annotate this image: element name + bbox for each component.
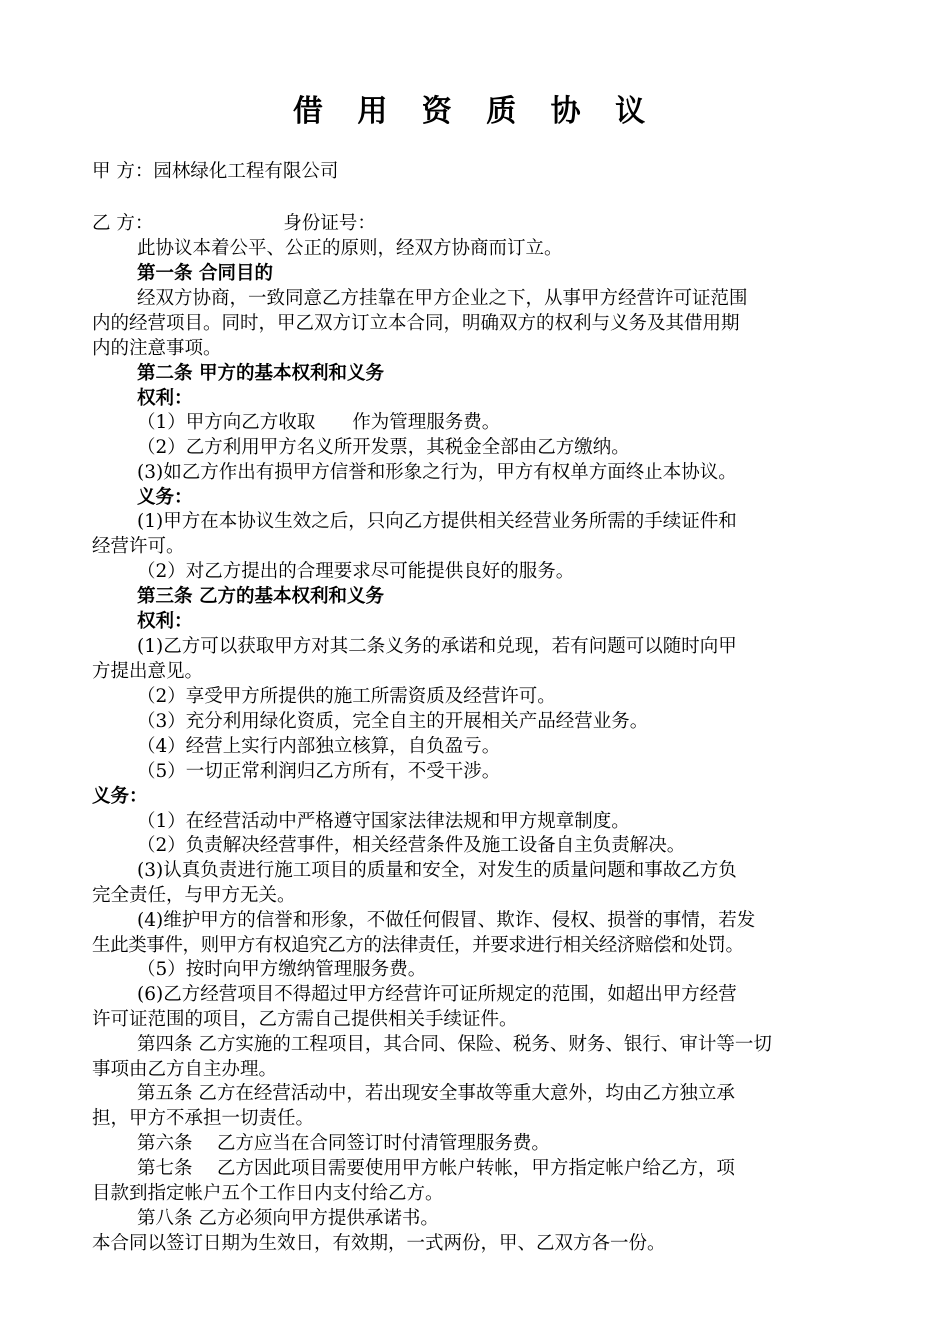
article-3-duties-label: 义务： [92,786,148,807]
article-2-right-item: (3)如乙方作出有损甲方信誉和形象之行为，甲方有权单方面终止本协议。 [137,462,737,483]
article-3-right-item: （4）经营上实行内部独立核算，自负盈亏。 [137,736,501,757]
article-3-duty-item: (4)维护甲方的信誉和形象，不做任何假冒、欺诈、侵权、损誉的事情，若发 [137,910,756,931]
article-3-right-item: （5）一切正常利润归乙方所有，不受干涉。 [137,761,501,782]
article-3-duty-item: (3)认真负责进行施工项目的质量和安全，对发生的质量问题和事故乙方负 [137,860,737,881]
article-3-heading: 第三条 乙方的基本权利和义务 [137,586,384,607]
article-7-line: 第七条 乙方因此项目需要使用甲方帐户转帐，甲方指定帐户给乙方，项 [137,1158,735,1179]
article-3-duty-item: （2）负责解决经营事件，相关经营条件及施工设备自主负责解决。 [137,835,686,856]
article-2-duty-item: (1)甲方在本协议生效之后，只向乙方提供相关经营业务所需的手续证件和 [137,511,737,532]
article-1-line: 内的注意事项。 [92,338,222,359]
article-2-duties-label: 义务： [137,487,193,508]
article-3-duty-item: （1）在经营活动中严格遵守国家法律法规和甲方规章制度。 [137,811,630,832]
article-5-line: 第五条 乙方在经营活动中，若出现安全事故等重大意外，均由乙方独立承 [137,1083,735,1104]
article-5-line: 担，甲方不承担一切责任。 [92,1108,315,1129]
party-b-line [92,212,862,237]
article-3-right-item: （2）享受甲方所提供的施工所需资质及经营许可。 [137,686,556,707]
article-3-right-item: （3）充分利用绿化资质，完全自主的开展相关产品经营业务。 [137,711,649,732]
party-b-label: 乙 方： [92,213,154,234]
article-2-heading: 第二条 甲方的基本权利和义务 [137,363,384,384]
article-1-line: 内的经营项目。同时，甲乙双方订立本合同，明确双方的权利与义务及其借用期 [92,313,740,334]
article-3-duty-item: 完全责任，与甲方无关。 [92,885,296,906]
article-2-duty-item: 经营许可。 [92,536,185,557]
article-3-duty-item: (6)乙方经营项目不得超过甲方经营许可证所规定的范围，如超出甲方经营 [137,984,737,1005]
article-1-line: 经双方协商，一致同意乙方挂靠在甲方企业之下，从事甲方经营许可证范围 [137,288,748,309]
article-3-duty-item: （5）按时向甲方缴纳管理服务费。 [137,959,427,980]
article-2-right-item: （2）乙方利用甲方名义所开发票，其税金全部由乙方缴纳。 [137,437,630,458]
preamble: 此协议本着公平、公正的原则，经双方协商而订立。 [137,238,563,259]
article-8-line: 第八条 乙方必须向甲方提供承诺书。 [137,1208,439,1229]
closing-line: 本合同以签订日期为生效日，有效期，一式两份，甲、乙双方各一份。 [92,1233,666,1254]
article-3-duty-item: 生此类事件，则甲方有权追究乙方的法律责任，并要求进行相关经济赔偿和处罚。 [92,935,744,956]
article-2-rights-label: 权利： [137,388,193,409]
article-2-right-item: （1）甲方向乙方收取 作为管理服务费。 [137,412,501,433]
article-7-line: 目款到指定帐户五个工作日内支付给乙方。 [92,1183,444,1204]
article-3-right-item: (1)乙方可以获取甲方对其二条义务的承诺和兑现，若有问题可以随时向甲 [137,636,737,657]
article-6-line: 第六条 乙方应当在合同签订时付清管理服务费。 [137,1133,550,1154]
document-title: 借 用 资 质 协 议 [292,94,658,129]
article-3-rights-label: 权利： [137,611,193,632]
article-3-duty-item: 许可证范围的项目，乙方需自己提供相关手续证件。 [92,1009,518,1030]
article-4-line: 事项由乙方自主办理。 [92,1059,278,1080]
article-1-heading: 第一条 合同目的 [137,263,273,284]
article-3-right-item: 方提出意见。 [92,661,204,682]
article-2-duty-item: （2）对乙方提出的合理要求尽可能提供良好的服务。 [137,561,575,582]
article-4-line: 第四条 乙方实施的工程项目，其合同、保险、税务、财务、银行、审计等一切 [137,1034,772,1055]
id-number-label: 身份证号： [283,213,376,234]
party-a-line: 甲 方：园林绿化工程有限公司 [92,161,339,182]
